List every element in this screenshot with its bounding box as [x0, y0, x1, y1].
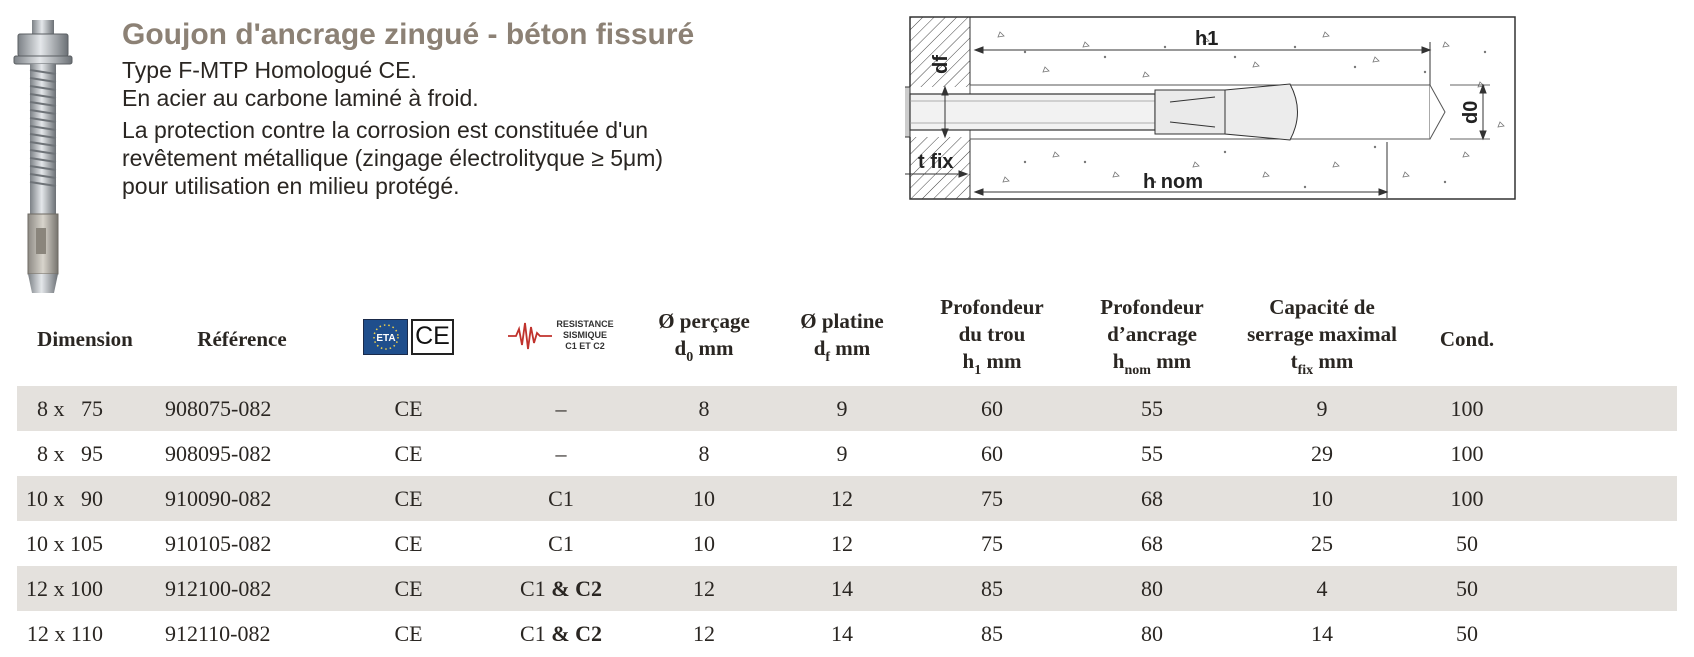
cell-tfix: 14	[1311, 620, 1333, 646]
cell-df: 9	[772, 386, 912, 431]
cell-h1: 75	[981, 530, 1003, 556]
cell-ce: CE	[394, 440, 423, 466]
cell-df: 14	[772, 566, 912, 611]
cell-df: 12	[772, 476, 912, 521]
cell-cond: 50	[1412, 566, 1522, 611]
header-profondeur-trou: Profondeur du trou $h_1$ mm	[940, 295, 1044, 378]
cell-reference: 908095-082	[165, 440, 272, 466]
header-capacite-serrage: Capacité de serrage maximal $t_{fix}$ mm	[1247, 295, 1397, 378]
cell-hnom: 80	[1141, 620, 1163, 646]
header-seismic	[486, 292, 636, 386]
cell-ce: CE	[331, 566, 486, 611]
cell-hnom: 80	[1072, 566, 1232, 611]
cell-hnom: 68	[1141, 530, 1163, 556]
df-label: df	[930, 55, 952, 74]
cell-seismic: C1	[548, 530, 574, 556]
cell-df: 9	[836, 440, 848, 466]
cell-h1: 60	[912, 386, 1072, 431]
cell-cond: 100	[1412, 386, 1522, 431]
table-row	[17, 521, 1677, 566]
installation-diagram	[905, 12, 1675, 227]
cell-df: 14	[831, 620, 853, 646]
hnom-label: h nom	[1143, 171, 1203, 193]
cell-d0: 10	[636, 476, 772, 521]
cell-seismic: –	[555, 440, 567, 466]
cell-cond: 100	[1450, 440, 1484, 466]
cell-d0: 12	[636, 566, 772, 611]
cell-dimension: 12 x 110	[26, 620, 103, 646]
cell-hnom: 68	[1072, 476, 1232, 521]
cell-d0: 8	[698, 440, 710, 466]
table-row	[17, 431, 1677, 476]
cell-tfix: 10	[1232, 476, 1412, 521]
cell-cond: 50	[1456, 620, 1478, 646]
seismic-label-1: RESISTANCE	[556, 319, 614, 329]
d0-label: d0	[1460, 100, 1482, 124]
cell-ce: CE	[394, 530, 423, 556]
header-platine: Ø platine $d_f$ mm	[800, 308, 884, 365]
product-description-line: pour utilisation en milieu protégé.	[122, 173, 460, 199]
seismic-label-3: C1 ET C2	[565, 341, 605, 351]
cell-ce: CE	[331, 476, 486, 521]
cell-dimension: 8 x 75	[17, 386, 153, 431]
cell-hnom: 55	[1072, 386, 1232, 431]
cell-h1: 85	[912, 566, 1072, 611]
product-description-line: Type F-MTP Homologué CE.	[122, 57, 417, 83]
cell-h1: 60	[981, 440, 1003, 466]
table-row	[17, 566, 1677, 611]
cell-reference: 908075-082	[153, 386, 331, 431]
seismic-wave-icon	[508, 319, 552, 353]
cell-d0: 12	[693, 620, 715, 646]
cell-hnom: 55	[1141, 440, 1163, 466]
table-row	[17, 611, 1677, 656]
cell-seismic: –	[486, 386, 636, 431]
cell-reference: 912100-082	[153, 566, 331, 611]
header-profondeur-ancrage: Profondeur d’ancrage $h_{nom}$ mm	[1100, 295, 1204, 378]
cell-d0: 10	[693, 530, 715, 556]
specification-table	[17, 292, 1677, 656]
tfix-label: t fix	[918, 151, 954, 173]
cell-reference: 912110-082	[165, 620, 271, 646]
eta-logo	[363, 319, 408, 355]
header-reference: Référence	[197, 326, 287, 351]
product-description-line: revêtement métallique (zingage électrolityque ≥ 5μm)	[122, 145, 664, 171]
product-description-line: En acier au carbone laminé à froid.	[122, 85, 479, 111]
header-eta-ce	[331, 292, 486, 386]
header-conditionnement: Cond.	[1439, 326, 1495, 351]
cell-ce: CE	[394, 620, 423, 646]
cell-reference: 910105-082	[165, 530, 272, 556]
seismic-label-2: SISMIQUE	[562, 330, 607, 340]
table-row	[17, 476, 1677, 521]
cell-df: 12	[831, 530, 853, 556]
cell-seismic: C1 & C2	[520, 620, 602, 646]
header-spacer	[1522, 292, 1677, 386]
cell-tfix: 25	[1311, 530, 1333, 556]
cell-tfix: 9	[1232, 386, 1412, 431]
cell-cond: 100	[1412, 476, 1522, 521]
cell-dimension: 10 x 105	[26, 530, 103, 556]
ce-mark-logo: CE	[411, 319, 454, 355]
h1-label: h1	[1195, 28, 1219, 50]
cell-dimension: 10 x 90	[17, 476, 153, 521]
cell-ce: CE	[331, 386, 486, 431]
header-percage: Ø perçage $d_0$ mm	[658, 308, 750, 365]
cell-tfix: 4	[1232, 566, 1412, 611]
cell-reference: 910090-082	[153, 476, 331, 521]
table-row	[17, 386, 1677, 431]
cell-d0: 8	[636, 386, 772, 431]
cell-seismic: C1	[486, 476, 636, 521]
cell-h1: 75	[912, 476, 1072, 521]
table-header-row	[17, 292, 1677, 386]
cell-dimension: 12 x 100	[17, 566, 153, 611]
header-dimension: Dimension	[37, 326, 133, 351]
anchor-bolt-image	[10, 18, 100, 308]
cell-dimension: 8 x 95	[37, 440, 103, 466]
cell-cond: 50	[1456, 530, 1478, 556]
product-description-line: La protection contre la corrosion est constituée d'un	[122, 117, 649, 143]
svg-text:ETA: ETA	[375, 332, 396, 344]
cell-h1: 85	[981, 620, 1003, 646]
cell-tfix: 29	[1311, 440, 1333, 466]
cell-seismic: C1 & C2	[486, 566, 636, 611]
product-title: Goujon d'ancrage zingué - béton fissuré	[122, 18, 695, 51]
